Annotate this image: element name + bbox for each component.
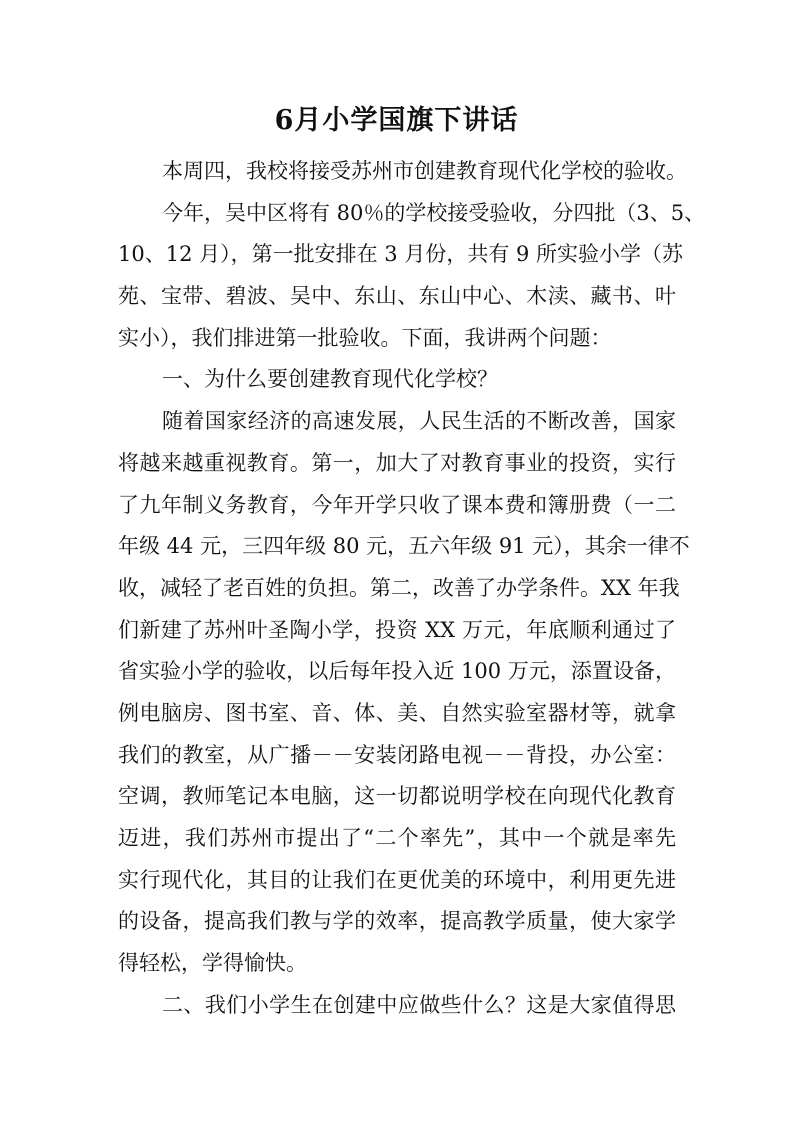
paragraph-line: 实行现代化，其目的让我们在更优美的环境中，利用更先进 bbox=[118, 867, 676, 892]
paragraph-line: 年级 44 元，三四年级 80 元，五六年级 91 元），其余一律不 bbox=[118, 534, 690, 559]
paragraph-line: 了九年制义务教育，今年开学只收了课本费和簿册费（一二 bbox=[118, 492, 676, 517]
paragraph-line: 将越来越重视教育。第一，加大了对教育事业的投资，实行 bbox=[118, 450, 676, 475]
paragraph-line: 10、12 月），第一批安排在 3 月份，共有 9 所实验小学（苏 bbox=[118, 242, 684, 267]
paragraph-line: 的设备，提高我们教与学的效率，提高教学质量，使大家学 bbox=[118, 909, 676, 934]
paragraph-line: 得轻松，学得愉快。 bbox=[118, 951, 307, 976]
paragraph-line: 一、为什么要创建教育现代化学校？ bbox=[162, 367, 498, 392]
paragraph-line: 省实验小学的验收，以后每年投入近 100 万元，添置设备， bbox=[118, 659, 676, 684]
paragraph-line: 迈进，我们苏州市提出了“二个率先”，其中一个就是率先 bbox=[118, 826, 676, 850]
document-body bbox=[118, 156, 706, 1031]
paragraph-line: 实小），我们排进第一批验收。下面，我讲两个问题： bbox=[118, 325, 612, 350]
paragraph-line: 苑、宝带、碧波、吴中、东山、东山中心、木渎、藏书、叶 bbox=[118, 284, 676, 309]
paragraph-line: 们新建了苏州叶圣陶小学，投资 XX 万元，年底顺利通过了 bbox=[118, 617, 676, 642]
paragraph-line: 今年，吴中区将有 80％的学校接受验收，分四批（3、5、 bbox=[162, 200, 706, 225]
paragraph-line: 随着国家经济的高速发展，人民生活的不断改善，国家 bbox=[162, 409, 676, 434]
paragraph-line: 空调，教师笔记本电脑，这一切都说明学校在向现代化教育 bbox=[118, 784, 676, 809]
paragraph-line: 收，减轻了老百姓的负担。第二，改善了办学条件。XX 年我 bbox=[118, 575, 680, 600]
document-title: 6月小学国旗下讲话 bbox=[274, 105, 519, 136]
paragraph-line: 二、我们小学生在创建中应做些什么？这是大家值得思 bbox=[162, 992, 676, 1017]
paragraph-line: 本周四，我校将接受苏州市创建教育现代化学校的验收。 bbox=[162, 159, 687, 183]
paragraph-line: 例电脑房、图书室、音、体、美、自然实验室器材等，就拿 bbox=[118, 700, 676, 725]
paragraph-line: 我们的教室，从广播－－安装闭路电视－－背投，办公室： bbox=[118, 742, 676, 767]
